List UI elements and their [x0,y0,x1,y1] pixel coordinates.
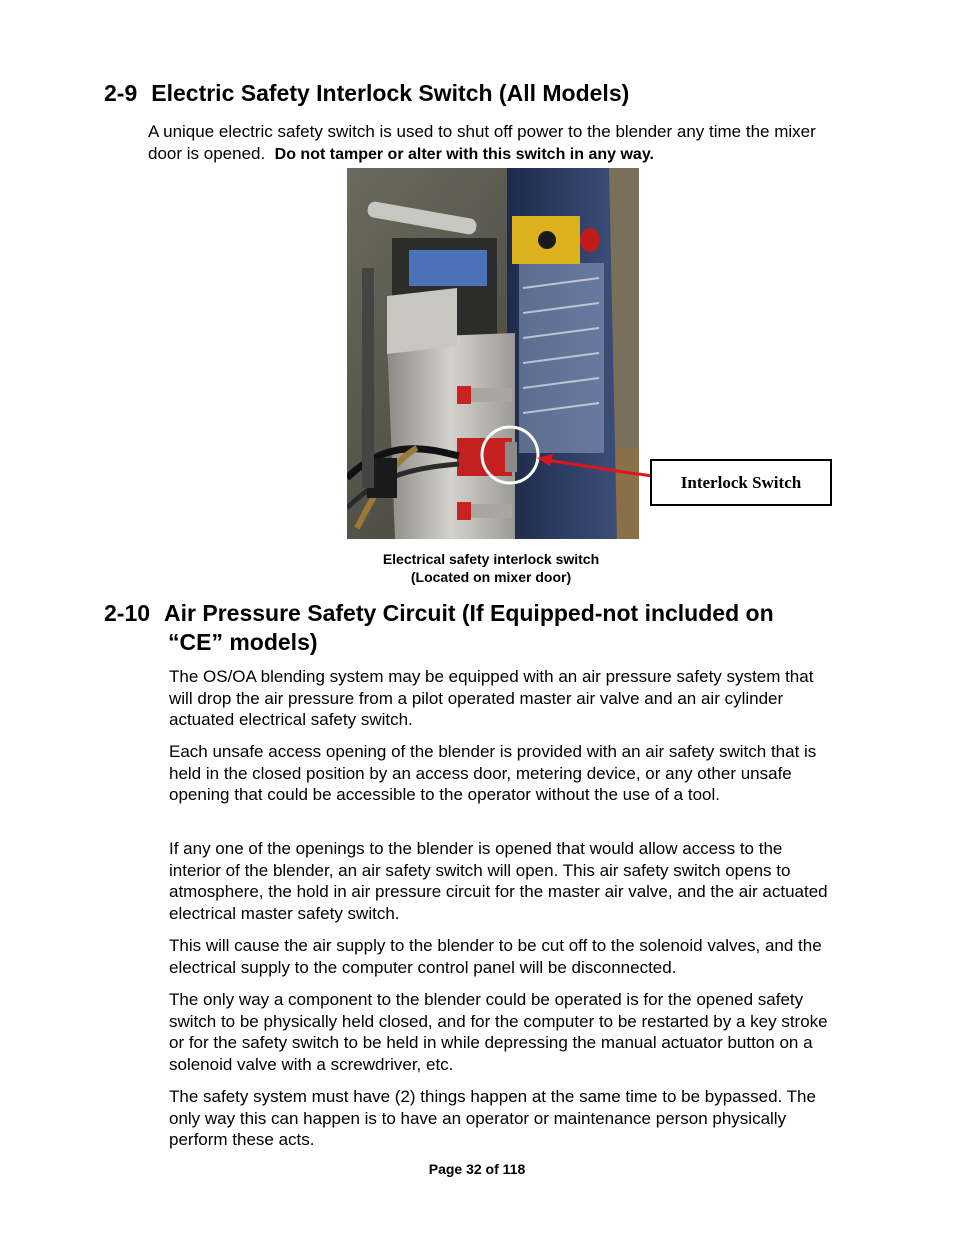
page-number: Page 32 of 118 [428,1161,526,1177]
section-2-10-heading [104,599,774,657]
section-2-9-heading [104,79,629,108]
paragraph-5: The only way a component to the blender could be operated is for the opened safety switch to be physically held closed, and for the computer to be restarted by a key stroke or for the safety switch to be held in while depressing the manual actuator button on a solenoid valve with a screwdriver, etc. [169,990,828,1074]
paragraph-3: If any one of the openings to the blender is opened that would allow access to the interior of the blender, an air safety switch will open. This air safety switch opens to atmosphere, the hold in air pressure circuit for the master air valve, and the air actuated electrical master safety switch. [169,839,828,923]
section-2-10-title-line-2: “CE” models) [168,629,318,655]
interlock-switch-callout [650,459,832,506]
warning-text: Do not tamper or alter with this switch in any way. [274,145,654,163]
section-2-9-title: Electric Safety Interlock Switch (All Models) [151,80,630,106]
interlock-switch-photo [347,168,639,539]
section-2-9-intro [148,121,840,165]
section-2-10-number: 2-10 [104,600,151,626]
paragraph-6: The safety system must have (2) things happen at the same time to be bypassed. The only way this can happen is to have an operator or maintenance person physically perform these acts. [169,1087,816,1149]
caption-line-1: Electrical safety interlock switch [382,551,600,567]
paragraph-1: The OS/OA blending system may be equipped with an air pressure safety system that will drop the air pressure from a pilot operated master air valve and an air cylinder actuated electrical safety switch. [169,667,814,729]
caption-line-2: (Located on mixer door) [410,569,572,585]
callout-label: Interlock Switch [680,472,802,492]
intro-text: A unique electric safety switch is used to shut off power to the blender any time the mixer door is opened. [148,122,816,163]
paragraph-2: Each unsafe access opening of the blender is provided with an air safety switch that is held in the closed position by an access door, metering device, or any other unsafe opening that could be accessible to the operator without the use of a tool. [169,742,817,804]
figure-caption [341,550,641,586]
paragraph-4: This will cause the air supply to the blender to be cut off to the solenoid valves, and the electrical supply to the computer control panel will be disconnected. [169,936,822,977]
section-2-10-title-line-1: Air Pressure Safety Circuit (If Equipped-not included on [164,600,774,626]
section-2-9-number: 2-9 [104,80,138,106]
